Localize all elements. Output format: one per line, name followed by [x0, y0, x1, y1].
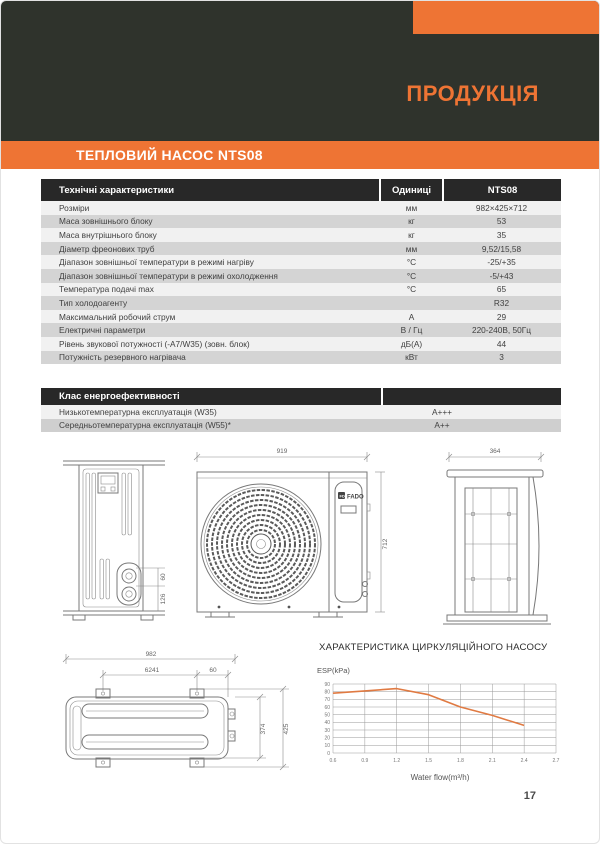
- front-view-drawing: [189, 444, 394, 644]
- pump-chart: [316, 679, 564, 767]
- spec-row-unit: дБ(А): [400, 338, 423, 349]
- energy-table-body: [41, 405, 561, 432]
- section-kicker: ПРОДУКЦІЯ: [406, 81, 539, 106]
- spec-row-value: 9,52/15,58: [481, 243, 522, 254]
- spec-row-label: Розміри: [59, 202, 90, 213]
- dim-982: 982: [145, 651, 157, 658]
- dim-60-top: 60: [209, 667, 217, 674]
- spec-col-characteristics: Технічні характеристики: [41, 179, 381, 201]
- x-tick-label: 1.2: [393, 758, 401, 764]
- dim-712: 712: [382, 538, 389, 550]
- spec-row-label: Рівень звукової потужності (-А7/W35) (зовн. блок): [59, 338, 250, 349]
- spec-row-unit: мм: [405, 202, 418, 213]
- y-tick-label: 70: [324, 697, 330, 704]
- spec-row-value: 3: [499, 352, 504, 363]
- spec-row-label: Маса зовнішнього блоку: [59, 216, 153, 227]
- y-tick-label: 10: [324, 743, 330, 750]
- spec-row-label: Тип холодоагенту: [59, 297, 128, 308]
- pump-chart-svg: [316, 679, 564, 767]
- energy-row-label: Низькотемпературна експлуатація (W35): [59, 406, 217, 417]
- back-view-drawing: [59, 447, 179, 642]
- spec-row-unit: °С: [406, 270, 417, 281]
- energy-row: [41, 405, 561, 419]
- spec-row: [41, 323, 561, 337]
- spec-row-value: 220-240В, 50Гц: [471, 325, 532, 336]
- fado-logo-badge: FD: [339, 493, 345, 499]
- spec-row-value: 65: [496, 284, 507, 295]
- dim-374: 374: [260, 723, 267, 735]
- spec-row: [41, 255, 561, 269]
- side-view-svg: [435, 444, 561, 644]
- back-view-svg: [59, 447, 179, 642]
- y-tick-label: 20: [324, 735, 330, 742]
- energy-header-label: Клас енергоефективності: [59, 391, 180, 402]
- spec-row-label: Потужність резервного нагрівача: [59, 352, 186, 363]
- spec-row-label: Маса внутрішнього блоку: [59, 229, 157, 240]
- header-divider: [381, 388, 383, 405]
- spec-row-label: Діапазон зовнішньої температури в режимі охолодження: [59, 270, 278, 281]
- product-title: ТЕПЛОВИЙ НАСОС NTS08: [76, 147, 263, 163]
- spec-row: [41, 310, 561, 324]
- x-tick-label: 1.5: [425, 758, 433, 764]
- spec-row-unit: мм: [405, 243, 418, 254]
- spec-row-unit: В / Гц: [400, 325, 423, 336]
- spec-row-unit: кВт: [405, 352, 418, 363]
- x-tick-label: 0.9: [361, 758, 369, 764]
- y-tick-label: 60: [324, 704, 330, 711]
- dim-6241: 6241: [144, 667, 160, 674]
- spec-row-unit: °С: [406, 284, 417, 295]
- page-header: [1, 1, 600, 141]
- spec-row-label: Температура подачі max: [59, 284, 154, 295]
- spec-row-label: Електричні параметри: [59, 325, 146, 336]
- spec-row-label: Діапазон зовнішньої температури в режимі нагріву: [59, 257, 254, 268]
- spec-row: [41, 228, 561, 242]
- spec-row-label: Максимальний робочий струм: [59, 311, 176, 322]
- front-view-svg: [189, 444, 394, 644]
- x-tick-label: 1.8: [456, 758, 464, 764]
- spec-row: [41, 351, 561, 365]
- dim-364: 364: [489, 448, 501, 455]
- x-axis-label: Water flow(m³/h): [410, 773, 470, 782]
- product-banner: [1, 141, 600, 169]
- fado-logo-text: FADO: [347, 494, 364, 501]
- spec-col-units: Одиниці: [381, 179, 444, 201]
- spec-row: [41, 283, 561, 297]
- spec-row-unit: кг: [408, 216, 415, 227]
- spec-row: [41, 337, 561, 351]
- spec-row-value: 44: [496, 338, 507, 349]
- x-tick-label: 2.1: [488, 758, 496, 764]
- y-axis-label: ESP(kPa): [317, 666, 350, 675]
- spec-row-value: 29: [496, 311, 507, 322]
- spec-row-value: 982×425×712: [475, 202, 528, 213]
- energy-row-label: Середньотемпературна експлуатація (W55)*: [59, 420, 231, 431]
- spec-row-value: -25/+35: [487, 257, 516, 268]
- dim-126-back: 126: [160, 593, 167, 605]
- energy-table: [41, 388, 561, 432]
- spec-row-value: 53: [496, 216, 507, 227]
- spec-row-value: R32: [493, 297, 510, 308]
- spec-row-unit: кг: [408, 229, 415, 240]
- corner-accent-block: [413, 1, 600, 34]
- y-tick-label: 50: [324, 712, 330, 719]
- y-tick-label: 40: [324, 720, 330, 727]
- spec-row-value: 35: [496, 229, 507, 240]
- spec-row-unit: А: [408, 311, 415, 322]
- side-view-drawing: [435, 444, 561, 644]
- x-tick-label: 0.6: [329, 758, 337, 764]
- energy-row-value: А++: [434, 420, 450, 431]
- y-tick-label: 0: [327, 750, 330, 757]
- spec-row-value: -5/+43: [489, 270, 514, 281]
- spec-table-body: [41, 201, 561, 364]
- x-tick-label: 2.7: [552, 758, 560, 764]
- dim-919: 919: [276, 448, 288, 455]
- dim-60-back: 60: [160, 573, 167, 581]
- energy-table-header: [41, 388, 561, 405]
- dim-425: 425: [283, 723, 290, 735]
- spec-table-header: [41, 179, 561, 201]
- y-tick-label: 90: [324, 681, 330, 688]
- top-view-svg: [56, 649, 311, 789]
- energy-row-value: А+++: [431, 406, 453, 417]
- spec-row: [41, 242, 561, 256]
- spec-table: [41, 179, 561, 364]
- spec-row: [41, 269, 561, 283]
- y-tick-label: 30: [324, 727, 330, 734]
- y-tick-label: 80: [324, 689, 330, 696]
- spec-row-label: Діаметр фреонових труб: [59, 243, 155, 254]
- spec-row-unit: °С: [406, 257, 417, 268]
- spec-row: [41, 201, 561, 215]
- spec-row: [41, 296, 561, 310]
- top-view-drawing: [56, 649, 311, 789]
- page-number: 17: [523, 790, 536, 802]
- spec-row: [41, 215, 561, 229]
- spec-col-model: NTS08: [487, 184, 518, 196]
- x-tick-label: 2.4: [520, 758, 528, 764]
- energy-row: [41, 419, 561, 433]
- pump-chart-title: ХАРАКТЕРИСТИКА ЦИРКУЛЯЦІЙНОГО НАСОСУ: [319, 642, 548, 653]
